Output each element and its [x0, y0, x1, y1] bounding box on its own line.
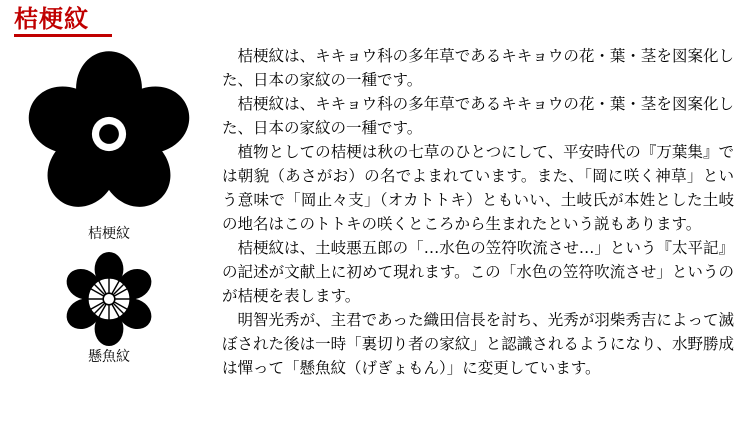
kikyo-mon-crest-icon	[6, 44, 212, 224]
figure-caption: 懸魚紋	[88, 348, 130, 365]
page-title: 桔梗紋	[14, 5, 89, 33]
paragraph: 桔梗紋は、キキョウ科の多年草であるキキョウの花・葉・茎を図案化した、日本の家紋の一種です。	[222, 47, 734, 90]
title-underline	[14, 34, 112, 37]
figure-gegyo-mon	[6, 251, 212, 366]
gegyo-mon-crest-icon	[6, 251, 212, 347]
figure-kikyo-mon	[6, 44, 212, 243]
paragraph: 明智光秀が、主君であった織田信長を討ち、光秀が羽柴秀吉によって滅ぼされた後は一時「裏切り者の家紋」と認識されるようになり、水野勝成は憚って「懸魚紋（げぎょもん）」に変更しています。	[222, 311, 734, 378]
figure-caption: 桔梗紋	[88, 226, 130, 242]
paragraph: 桔梗紋は、キキョウ科の多年草であるキキョウの花・葉・茎を図案化した、日本の家紋の一種です。	[222, 95, 734, 138]
figure-column	[6, 44, 212, 374]
paragraph: 桔梗紋は、土岐悪五郎の「…水色の笠符吹流させ…」という『太平記』の記述が文献上に初めて現れます。この「水色の笠符吹流させ」というのが桔梗を表します。	[222, 239, 734, 306]
paragraph: 植物としての桔梗は秋の七草のひとつにして、平安時代の『万葉集』では朝貌（あさがお）の名でよまれています。また、「岡に咲く神草」という意味で「岡止々支」（オカトトキ）ともいい、土岐氏が本姓とした土岐の地名はこのトトキの咲くところから生まれたという説もあります。	[222, 143, 734, 234]
article-body	[222, 44, 734, 380]
